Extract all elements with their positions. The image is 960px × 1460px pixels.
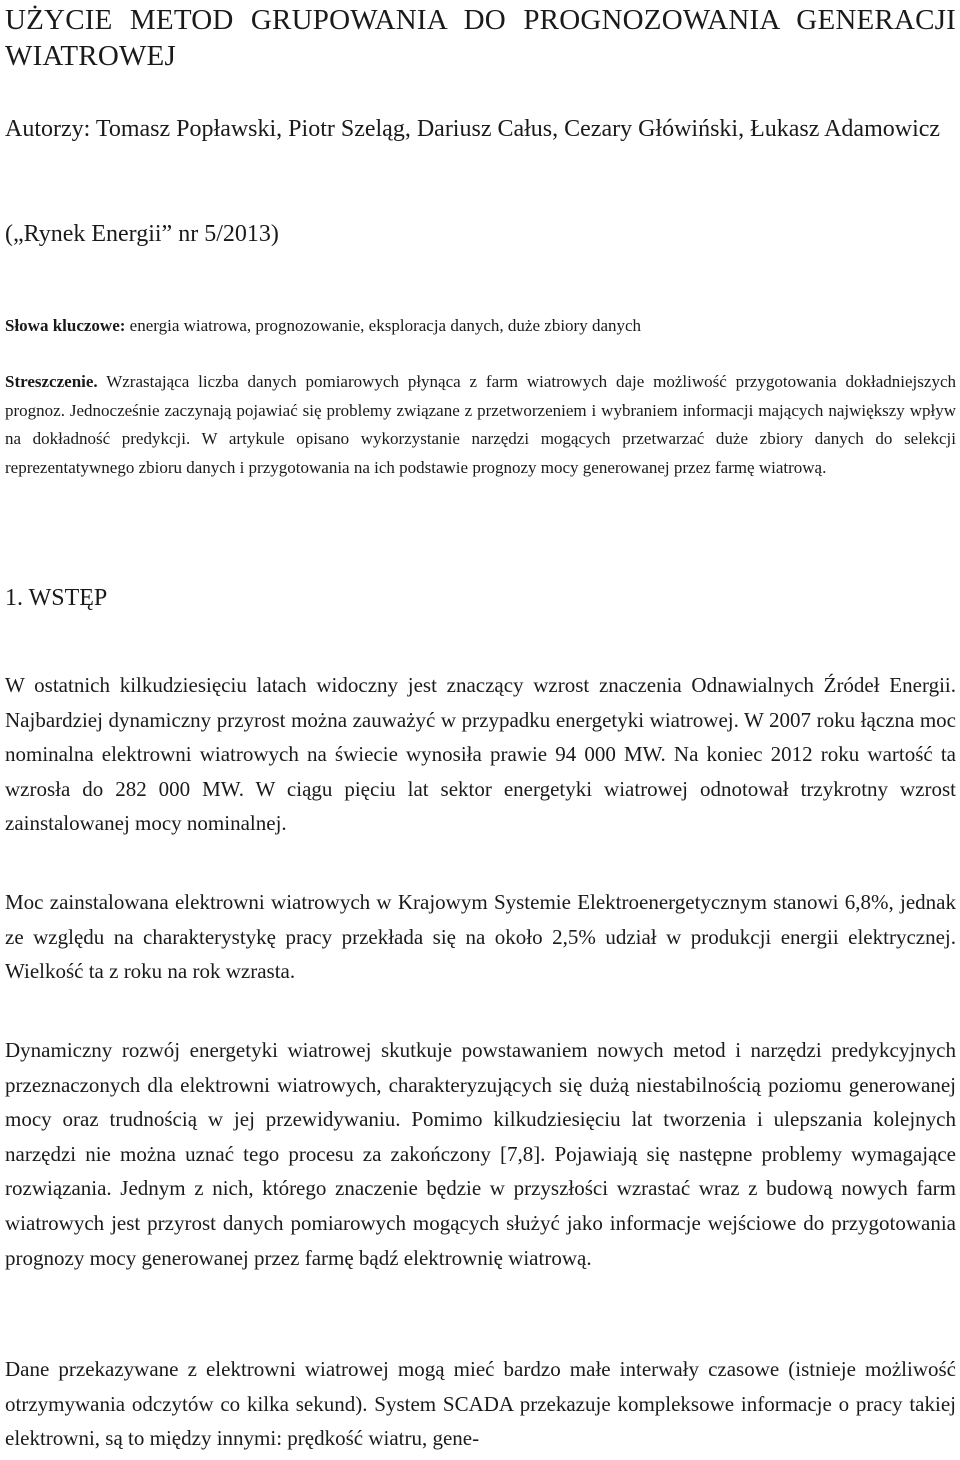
keywords <box>5 312 956 340</box>
body-paragraph: Moc zainstalowana elektrowni wiatrowych w Krajowym Systemie Elektroenergetycznym stanowi 6,8%, jednak ze względu na charakterystykę pracy przekłada się na około 2,5% udział w produkcji energii elektrycznej. Wielkość ta z roku na rok wzrasta. <box>5 890 956 984</box>
abstract <box>5 368 956 482</box>
document-title: UŻYCIE METOD GRUPOWANIA DO PROGNOZOWANIA GENERACJI WIATROWEJ <box>5 4 956 72</box>
body-paragraph: W ostatnich kilkudziesięciu latach widoczny jest znaczący wzrost znaczenia Odnawialnych Źródeł Energii. Najbardziej dynamiczny przyrost można zauważyć w przypadku energetyki wiatrowej. W 2007 roku łączna moc nominalna elektrowni wiatrowych na świecie wynosiła prawie 94 000 MW. Na koniec 2012 roku wartość ta wzrosła do 282 000 MW. W ciągu pięciu lat sektor energetyki wiatrowej odnotował trzykrotny wzrost zainstalowanej mocy nominalnej. <box>5 673 956 836</box>
keywords-text: energia wiatrowa, prognozowanie, eksploracja danych, duże zbiory danych <box>125 316 642 335</box>
section-heading-introduction: 1. WSTĘP <box>5 585 108 611</box>
body-paragraph: Dynamiczny rozwój energetyki wiatrowej skutkuje powstawaniem nowych metod i narzędzi predykcyjnych przeznaczonych dla elektrowni wiatrowych, charakteryzujących się dużą niestabilnością poziomu generowanej mocy oraz trudnością w jej przewidywaniu. Pomimo kilkudziesięciu lat tworzenia i ulepszania kolejnych narzędzi nie można uznać tego procesu za zakończony [7,8]. Pojawiają się następne problemy wymagające rozwiązania. Jednym z nich, którego znaczenie będzie w przyszłości wzrastać wraz z budową nowych farm wiatrowych jest przyrost danych pomiarowych mogących służyć jako informacje wejściowe do przygotowania prognozy mocy generowanej przez farmę bądź elektrownię wiatrową. <box>5 1038 956 1270</box>
keywords-label: Słowa kluczowe: <box>5 316 126 335</box>
abstract-text: Wzrastająca liczba danych pomiarowych płynąca z farm wiatrowych daje możliwość przygotowania dokładniejszych prognoz. Jednocześnie zaczynają pojawiać się problemy związane z przetworzeniem i wybraniem informacji mających największy wpływ na dokładność predykcji. W artykule opisano wykorzystanie narzędzi mogących przetwarzać duże zbiory danych do selekcji reprezentatywnego zbioru danych i przygotowania na ich podstawie prognozy mocy generowanej przez farmę wiatrową. <box>5 372 956 477</box>
publication-source: („Rynek Energii” nr 5/2013) <box>5 221 279 247</box>
authors-line: Autorzy: Tomasz Popławski, Piotr Szeląg, Dariusz Całus, Cezary Główiński, Łukasz Adamowicz <box>5 116 941 142</box>
abstract-label: Streszczenie. <box>5 372 98 391</box>
body-paragraph: Dane przekazywane z elektrowni wiatrowej mogą mieć bardzo małe interwały czasowe (istnieje możliwość otrzymywania odczytów co kilka sekund). System SCADA przekazuje kompleksowe informacje o pracy takiej elektrowni, są to między innymi: prędkość wiatru, gene- <box>5 1357 956 1451</box>
